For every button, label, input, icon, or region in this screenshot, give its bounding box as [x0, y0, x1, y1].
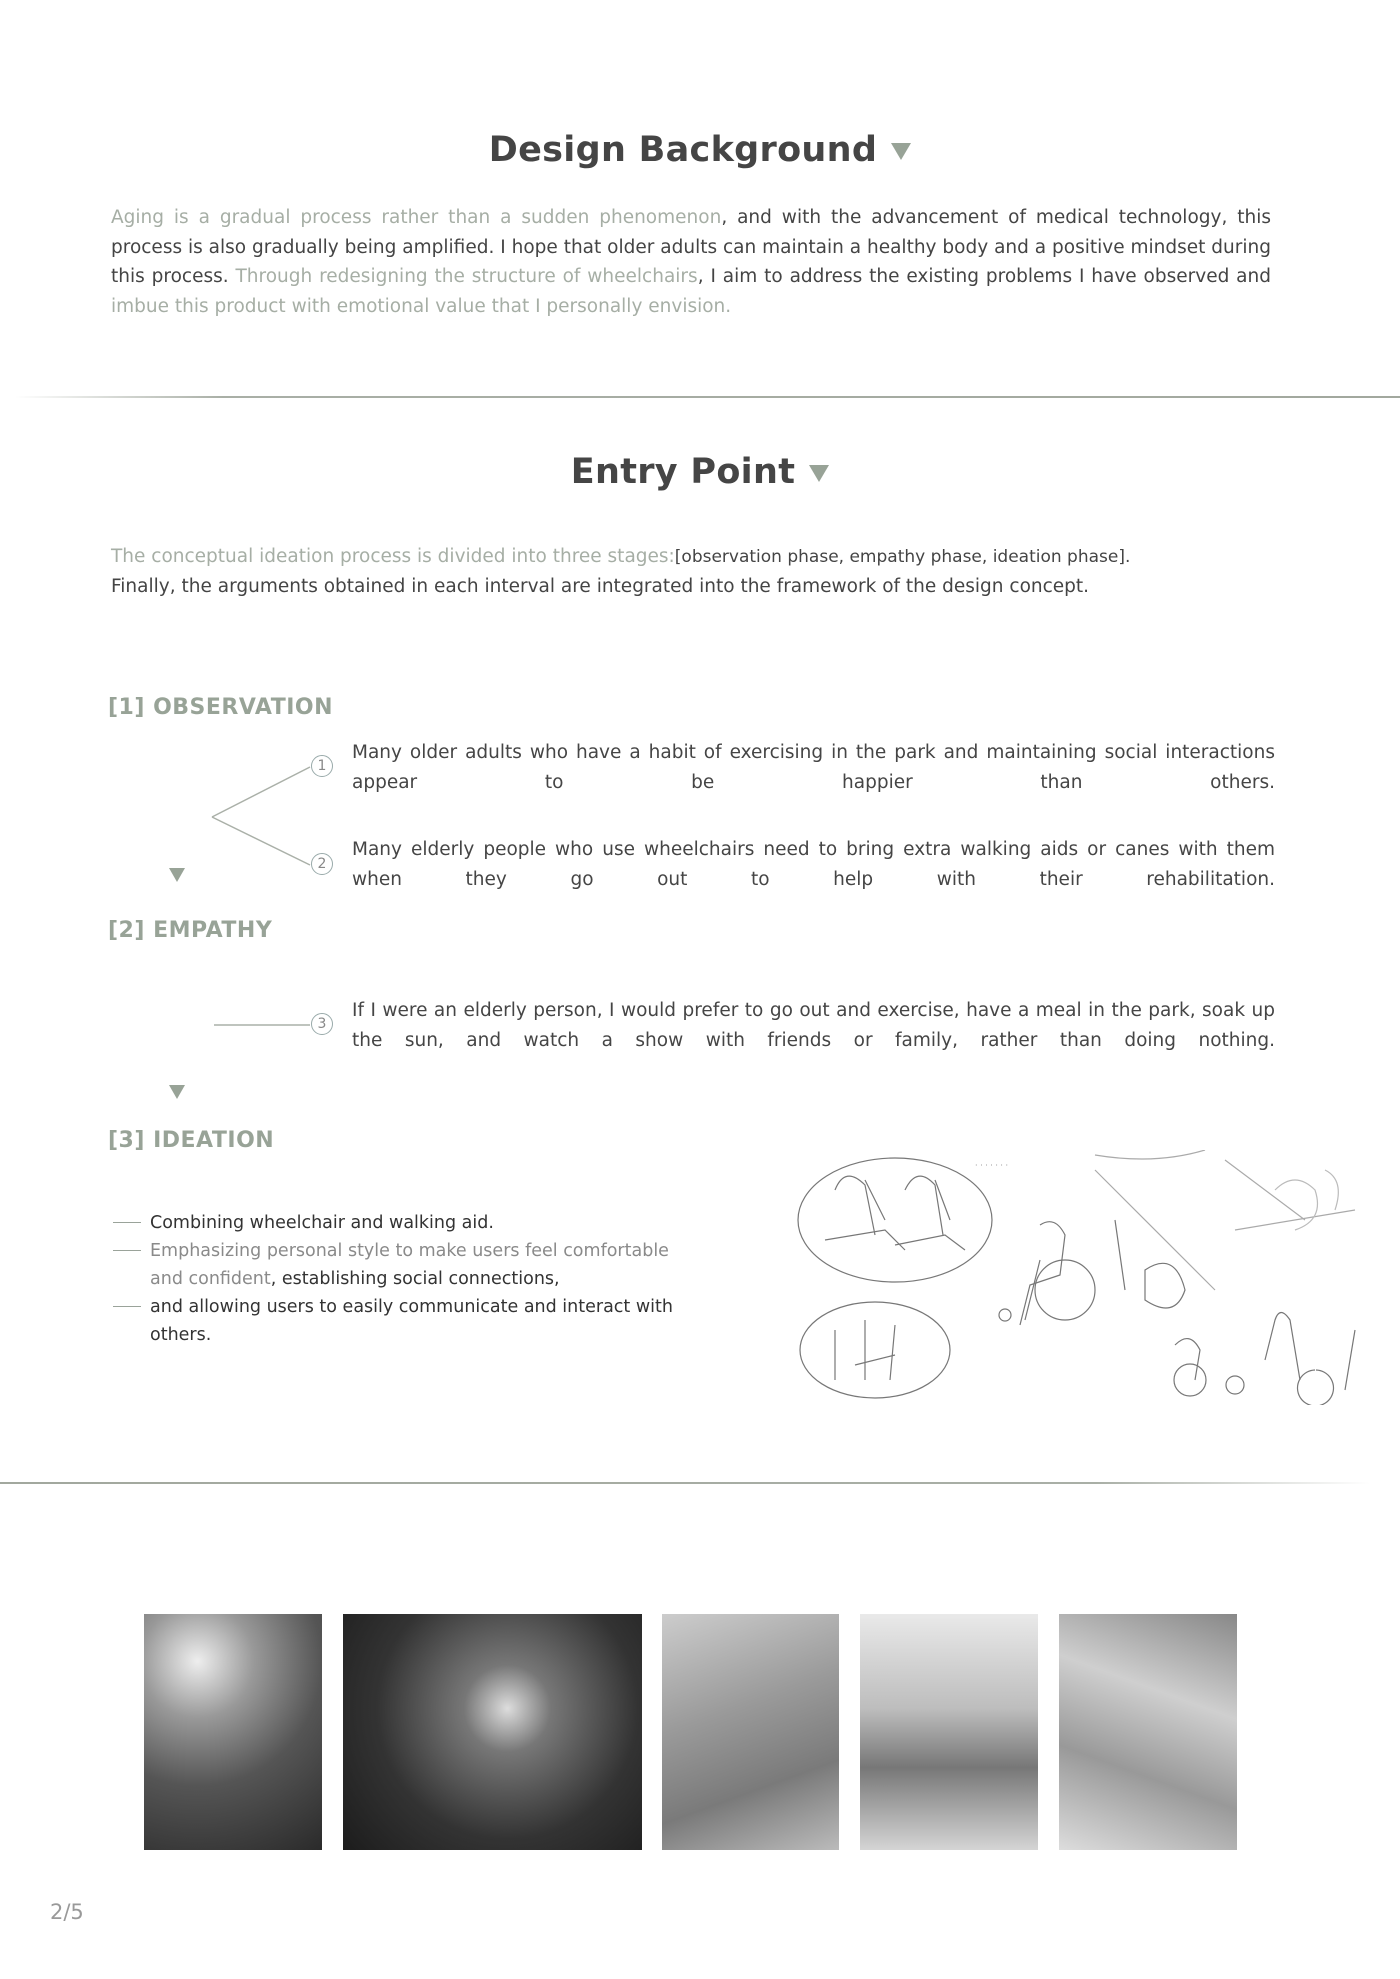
text: , establishing social connections,	[270, 1269, 560, 1289]
triangle-down-icon	[891, 143, 911, 160]
text-highlight: imbue this product with emotional value that I personally envision.	[111, 295, 732, 317]
stage-ideation-label: [3] IDEATION	[108, 1128, 275, 1153]
text: , and with the advancement of medical technology, this process is also gradually being amplified. I hope that older adults can maintain a healthy body and a positive mindset during this process.	[111, 207, 1272, 287]
observation-item: Many elderly people who use wheelchairs need to bring extra walking aids or canes with them when they go out to help with their rehabilitation.	[352, 839, 1275, 890]
branch-line	[212, 817, 310, 865]
title-text: Entry Point	[570, 452, 796, 492]
number-badge: 1	[311, 755, 333, 777]
text-highlight: The conceptual ideation process is divided into three stages:	[111, 546, 675, 567]
arrow-down-icon	[169, 868, 185, 882]
ideation-item	[113, 1237, 673, 1293]
design-background-title	[0, 130, 1400, 170]
text: and allowing users to easily communicate and interact with others.	[150, 1297, 673, 1345]
entry-point-intro	[111, 542, 1311, 602]
dash-icon	[113, 1306, 141, 1307]
intro-line-2: Finally, the arguments obtained in each interval are integrated into the framework of the design concept.	[111, 576, 1090, 597]
photo-family-group	[860, 1614, 1038, 1850]
text: Combining wheelchair and walking aid.	[150, 1213, 494, 1233]
design-background-paragraph	[111, 203, 1271, 321]
number-badge: 3	[311, 1013, 333, 1035]
entry-point-title	[0, 452, 1400, 492]
photo-night-friends	[144, 1614, 322, 1850]
stage-empathy-label: [2] EMPATHY	[108, 918, 273, 943]
page-number: 2/5	[50, 1900, 84, 1924]
section-divider	[15, 396, 1400, 398]
dash-icon	[113, 1222, 141, 1223]
title-text: Design Background	[488, 130, 878, 170]
triangle-down-icon	[809, 465, 829, 482]
ideation-item	[113, 1293, 673, 1349]
text: , I aim to address the existing problems I have observed and	[697, 266, 1271, 287]
text-highlight: Through redesigning the structure of wheelchairs	[235, 266, 698, 287]
section-divider	[0, 1482, 1370, 1484]
branch-line	[212, 767, 310, 817]
photo-park-exercise	[343, 1614, 642, 1850]
empathy-item: If I were an elderly person, I would prefer to go out and exercise, have a meal in the park, soak up the sun, and watch a show with friends or family, rather than doing nothing.	[352, 1000, 1275, 1051]
photo-elderly-walker	[662, 1614, 839, 1850]
svg-text:· · · · · · ·: · · · · · · ·	[975, 1161, 1009, 1170]
number-badge: 2	[311, 853, 333, 875]
ideation-list	[113, 1209, 673, 1349]
text: [observation phase, empathy phase, ideation phase].	[674, 547, 1131, 567]
stage-observation-label: [1] OBSERVATION	[108, 695, 334, 720]
concept-sketch-image	[795, 1150, 1375, 1405]
text-highlight: Aging is a gradual process rather than a sudden phenomenon	[111, 207, 722, 228]
dash-icon	[113, 1250, 141, 1251]
ideation-item	[113, 1209, 673, 1237]
text-muted: Emphasizing personal style to make users feel comfortable and confident	[150, 1241, 669, 1289]
arrow-down-icon	[169, 1085, 185, 1099]
observation-item: Many older adults who have a habit of exercising in the park and maintaining social interactions appear to be happier than others.	[352, 742, 1275, 793]
photo-wheelchair-workshop	[1059, 1614, 1237, 1850]
intro-line-1	[111, 542, 1311, 572]
